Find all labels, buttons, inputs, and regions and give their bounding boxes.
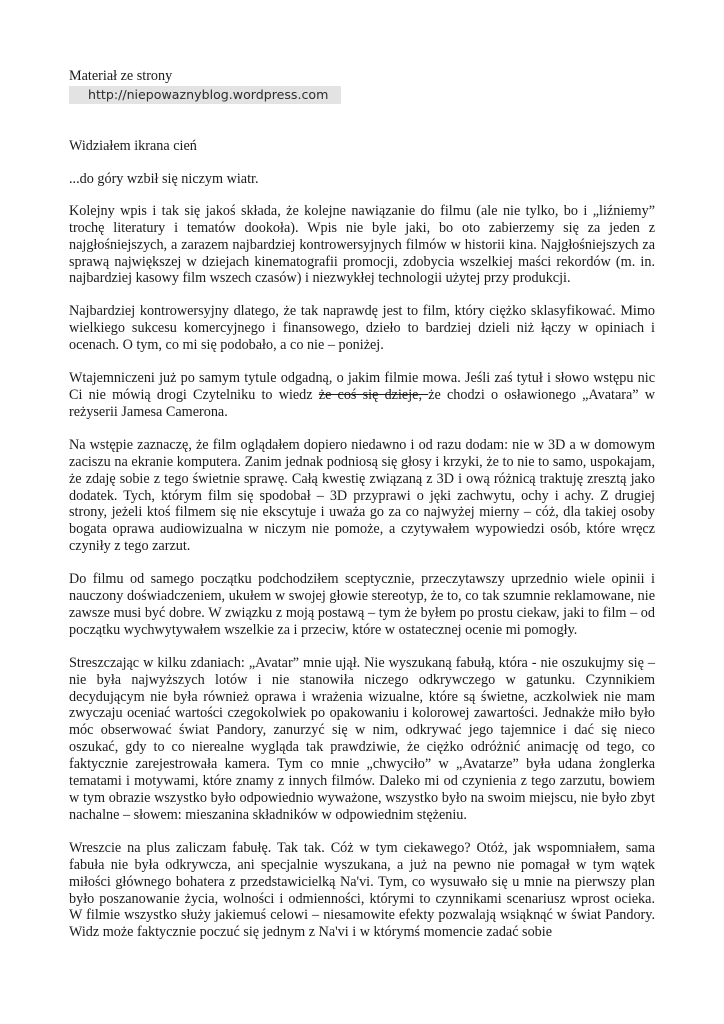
paragraph-plot: Wreszcie na plus zaliczam fabułę. Tak tak. Cóż w tym ciekawego? Otóż, jak wspomniałem, sama fabuła nie była odkrywcza, ani specjalnie wyszukana, a już na pewno nie pomagał w tym wątek miłości głównego bohatera z przedstawicielką Na'vi. Tym, co wysuwało się u mnie na pierwszy plan było poszanowanie życia, wolności i odmienności, którymi to czynnikami scenariusz wprost ocieka. W filmie wszystko służy jakiemuś celowi – niesamowite efekty pozwalają wsiąknąć w świat Pandory. Widz może faktycznie poczuć się jednym z Na'vi i w którymś momencie zadać sobie: [69, 839, 655, 941]
paragraph-text: Wtajemniczeni już po samym tytule odgadną, o jakim filmie mowa. Jeśli zaś tytuł i słowo wstępu nic Ci nie mówią drogi Czytelniku to wiedz: [69, 370, 655, 403]
source-url[interactable]: http://niepowaznyblog.wordpress.com: [69, 86, 341, 104]
paragraph-avatar-reveal: [69, 370, 655, 421]
paragraph-controversy: Najbardziej kontrowersyjny dlatego, że tak naprawdę jest to film, który ciężko sklasyfikować. Mimo wielkiego sukcesu komercyjnego i finansowego, dzieło to bardziej dzieli niż łączy w opiniach i ocenach. O tym, co mi się podobało, a co nie – poniżej.: [69, 303, 655, 354]
source-label: Materiał ze strony: [69, 68, 173, 84]
struck-text: że coś się dzieje,: [318, 386, 429, 403]
paragraph-intro: Kolejny wpis i tak się jakoś składa, że kolejne nawiązanie do filmu (ale nie tylko, bo i „liźniemy” trochę literatury i tematów dookoła). Wpis nie byle jaki, bo oto zabierzemy się za jeden z najgłośniejszych, a zarazem najbardziej kontrowersyjnych filmów w historii kina. Najgłośniejszych za sprawą największej w dziejach kinematografii promocji, zdobycia wszelkiej maści rekordów (m. in. najbardziej kasowy film wszech czasów) i niezwykłej technologii użytej przy produkcji.: [69, 202, 655, 287]
paragraph-text: że chodzi o osławionego „Avatara” w reżyserii Jamesa Camerona.: [69, 386, 656, 420]
post-tagline: ...do góry wzbił się niczym wiatr.: [69, 170, 259, 187]
paragraph-viewing-3d: Na wstępie zaznaczę, że film oglądałem dopiero niedawno i od razu dodam: nie w 3D a w domowym zaciszu na ekranie komputera. Zanim jednak podniosą się głosy i krzyki, że to nie to samo, uspokajam, że zdaję sobie z tego świetnie sprawę. Całą kwestię związaną z 3D i ową różnicą traktuję zresztą jako dodatek. Tych, którym film się spodobał – 3D przyprawi o jęki zachwytu, ochy i achy. Z drugiej strony, jeżeli ktoś filmem się nie ekscytuje i uważa go za co najwyżej mierny – cóż, dla takiej osoby bogata oprawa audiowizualna w niczym nie pomoże, a czytywałem wypowiedzi osób, które wręcz czyniły z tego zarzut.: [69, 436, 655, 555]
post-title: Widziałem ikrana cień: [69, 138, 197, 154]
paragraph-skepticism: Do filmu od samego początku podchodziłem sceptycznie, przeczytawszy uprzednio wiele opinii i nauczony doświadczeniem, ukułem w swojej głowie stereotyp, że to, co tak szumnie reklamowane, nie zawsze musi być dobre. W związku z moją postawą – tym że byłem po prostu ciekaw, jaki to film – od początku wychwytywałem wszelkie za i przeciw, które w ostatecznej ocenie mi pomogły.: [69, 571, 655, 638]
paragraph-summary: Streszczając w kilku zdaniach: „Avatar” mnie ujął. Nie wyszukaną fabułą, która - nie oszukujmy się – nie była najwyższych lotów i nie stanowiła niczego odkrywczego w gatunku. Czynnikiem decydującym nie była również oprawa i wrażenia wizualne, które są świetne, aczkolwiek nie mam zwyczaju oceniać wartości czegokolwiek po opakowaniu i kolorowej zawartości. Jednakże miło było móc obserwować świat Pandory, zanurzyć się w nim, odkrywać jego tajemnice i dać się nieco oszukać, gdy to co nierealne wygląda tak prawdziwie, że ciężko odróżnić animację od tego, co faktycznie zarejestrowała kamera. Tym co mnie „chwyciło” w „Avatarze” była udana żonglerka tematami i motywami, które znamy z innych filmów. Daleko mi od czynienia z tego zarzutu, bowiem w tym obrazie wszystko było odpowiednio wyważone, wszystko było na swoim miejscu, nie było zbyt nachalne – słowem: mieszanina składników w odpowiednim stężeniu.: [69, 654, 655, 823]
document-page: [69, 68, 655, 941]
